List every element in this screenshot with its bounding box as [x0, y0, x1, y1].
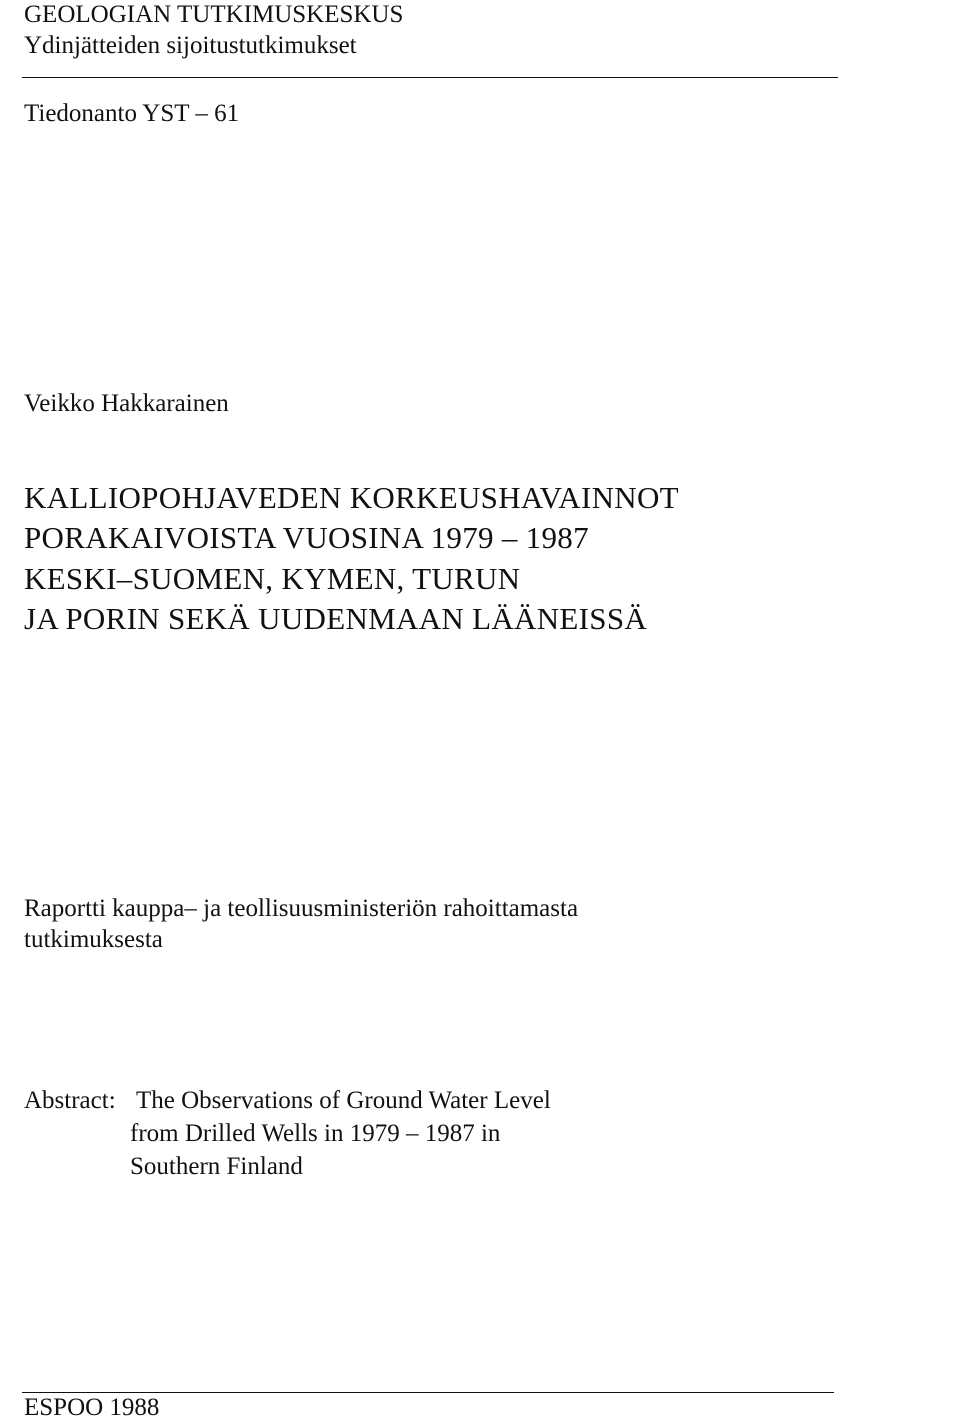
abstract-title-line-3: Southern Finland	[130, 1153, 303, 1180]
report-title-line-3: KESKI–SUOMEN, KYMEN, TURUN	[24, 561, 521, 596]
funding-note-line-1: Raportti kauppa– ja teollisuusministeriön rahoittamasta	[24, 895, 579, 922]
author-name: Veikko Hakkarainen	[24, 390, 229, 417]
abstract-title-line-2: from Drilled Wells in 1979 – 1987 in	[130, 1120, 501, 1147]
organization-name: GEOLOGIAN TUTKIMUSKESKUS	[24, 1, 404, 28]
abstract-label: Abstract:	[24, 1087, 116, 1114]
series-number: Tiedonanto YST – 61	[24, 100, 240, 127]
report-title-line-4: JA PORIN SEKÄ UUDENMAAN LÄÄNEISSÄ	[24, 601, 648, 636]
report-title-line-2: PORAKAIVOISTA VUOSINA 1979 – 1987	[24, 520, 589, 555]
place-and-year: ESPOO 1988	[24, 1394, 160, 1421]
report-title-line-1: KALLIOPOHJAVEDEN KORKEUSHAVAINNOT	[24, 480, 679, 515]
department-name: Ydinjätteiden sijoitustutkimukset	[24, 32, 357, 59]
funding-note-line-2: tutkimuksesta	[24, 926, 163, 953]
abstract-title-line-1: The Observations of Ground Water Level	[136, 1087, 551, 1114]
header-divider	[22, 77, 838, 78]
